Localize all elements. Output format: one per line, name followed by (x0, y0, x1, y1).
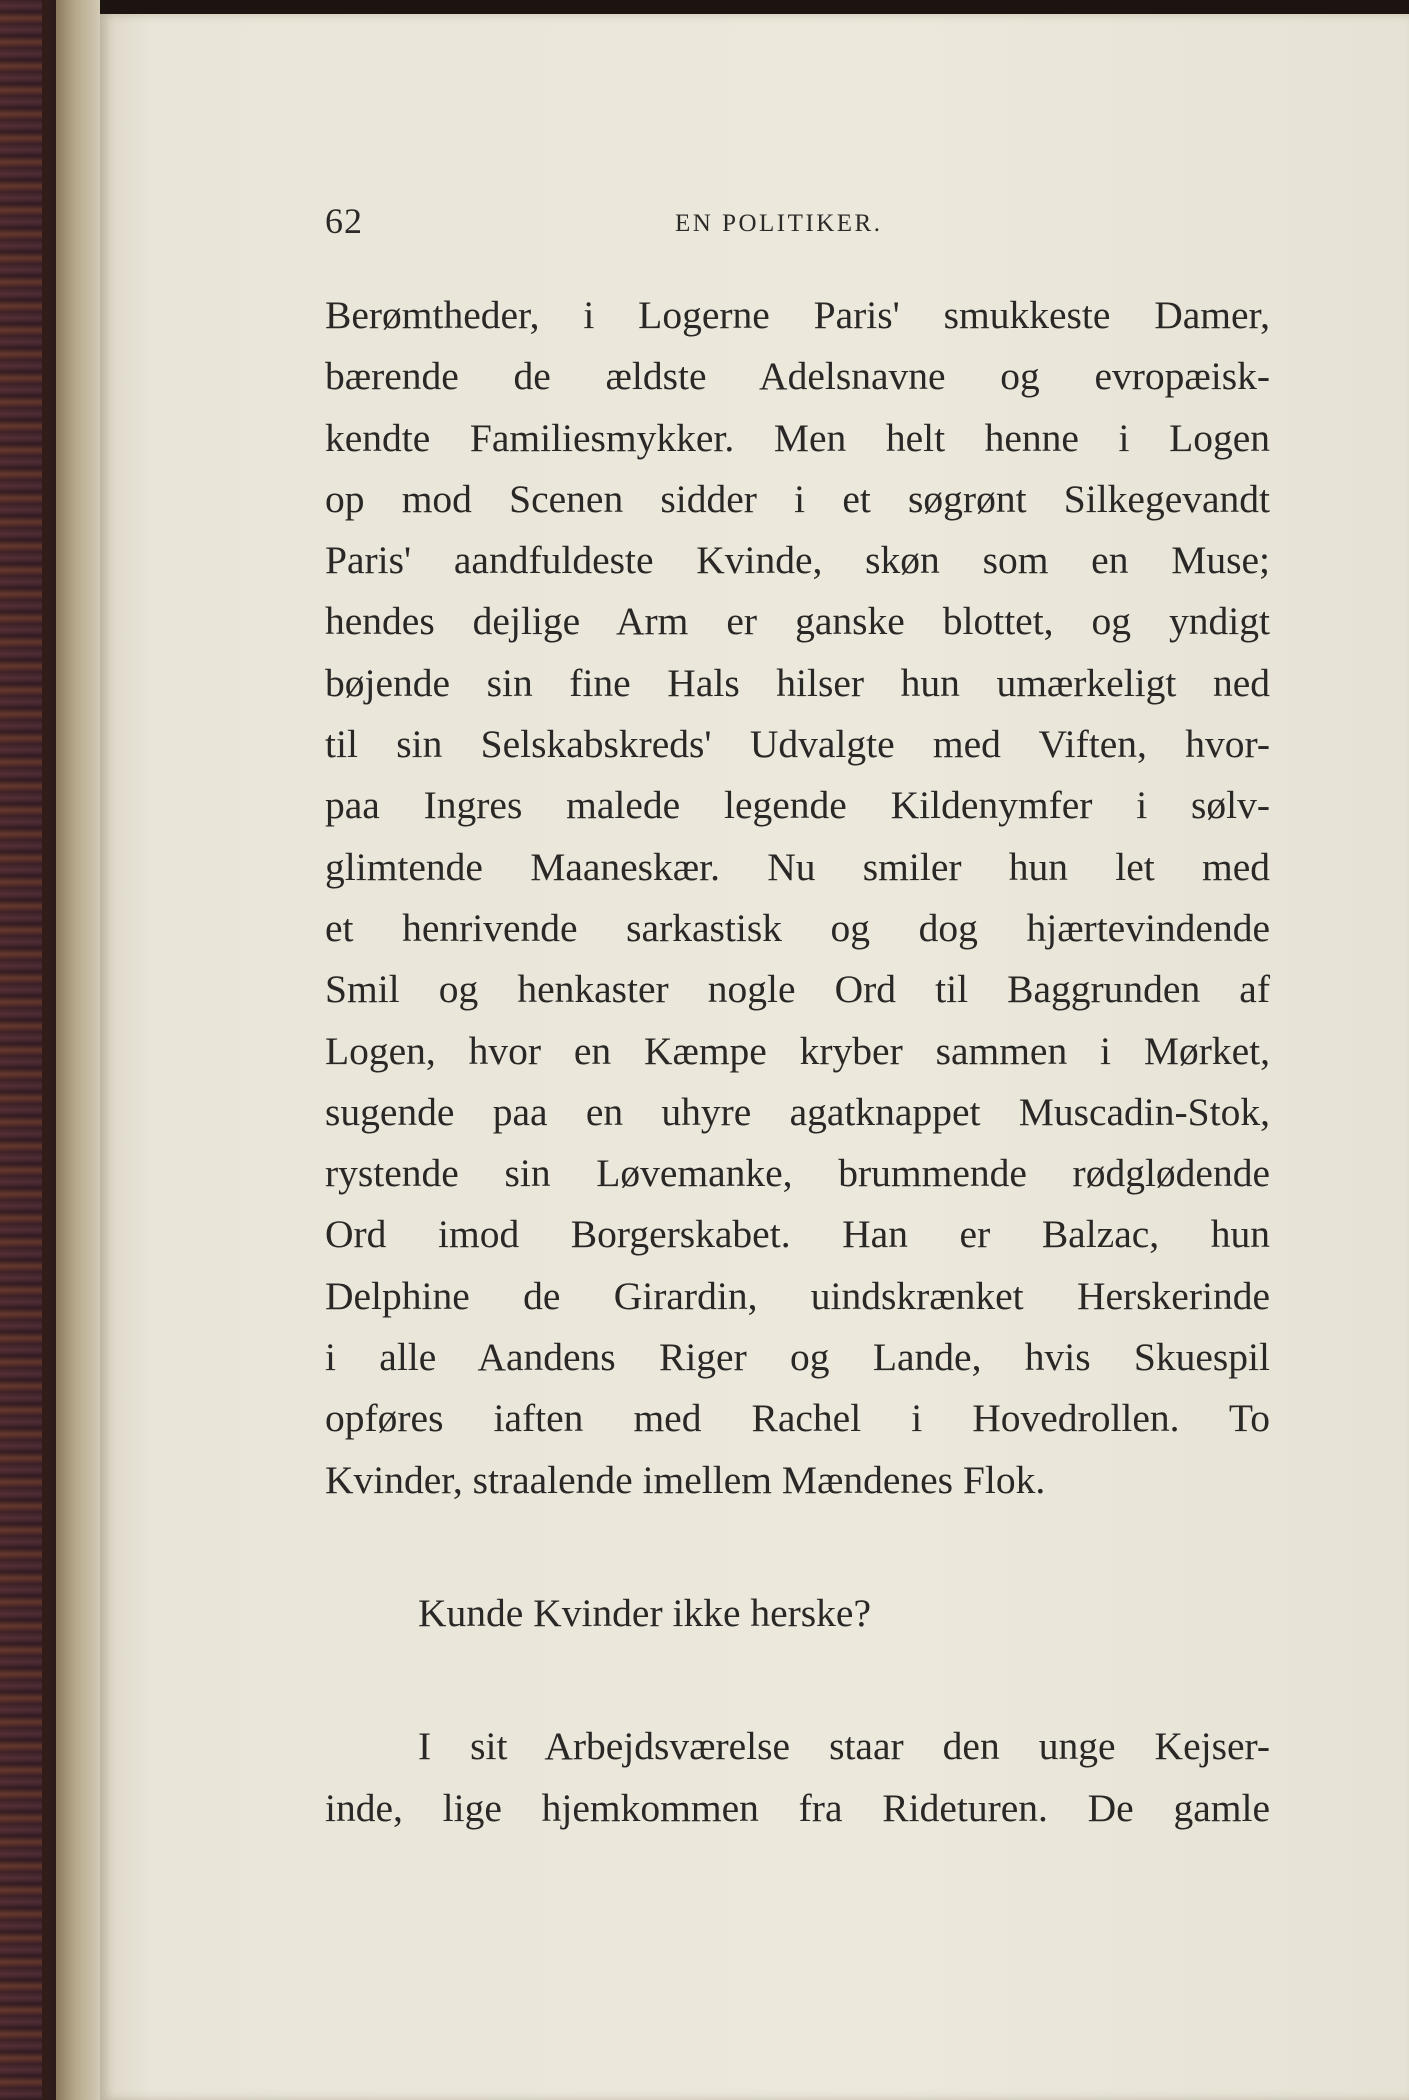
text-line: hendes dejlige Arm er ganske blottet, og yndigt (325, 599, 1270, 644)
text-line: et henrivende sarkastisk og dog hjærtevindende (325, 905, 1270, 950)
text-line: til sin Selskabskreds' Udvalgte med Viften, hvor- (325, 722, 1270, 767)
page-number: 62 (325, 201, 363, 241)
text-line: Logen, hvor en Kæmpe kryber sammen i Mørket, (325, 1028, 1270, 1073)
text-line: inde, lige hjemkommen fra Rideturen. De gamle (325, 1785, 1270, 1830)
body-text (325, 285, 1270, 1839)
book-binding (0, 0, 42, 2100)
running-head (325, 200, 1270, 250)
text-line: opføres iaften med Rachel i Hovedrollen. To (325, 1396, 1270, 1441)
paragraph-gap (325, 1644, 1270, 1716)
question-line: Kunde Kvinder ikke herske? (418, 1590, 871, 1635)
text-line: Kvinder, straalende imellem Mændenes Flok. (325, 1457, 1046, 1502)
running-title: EN POLITIKER. (675, 210, 883, 237)
text-line: sugende paa en uhyre agatknappet Muscadin-Stok, (325, 1089, 1270, 1134)
paragraph-gap (325, 1511, 1270, 1583)
text-line: Ord imod Borgerskabet. Han er Balzac, hun (325, 1212, 1270, 1257)
text-line: paa Ingres malede legende Kildenymfer i sølv- (325, 783, 1270, 828)
text-line: bøjende sin fine Hals hilser hun umærkeligt ned (325, 660, 1270, 705)
text-line: glimtende Maaneskær. Nu smiler hun let med (325, 844, 1270, 889)
text-line: kendte Familiesmykker. Men helt henne i Logen (325, 415, 1270, 460)
text-line: rystende sin Løvemanke, brummende rødglødende (325, 1151, 1270, 1196)
text-line: Paris' aandfuldeste Kvinde, skøn som en Muse; (325, 538, 1270, 583)
text-line: I sit Arbejdsværelse staar den unge Kejser- (418, 1724, 1270, 1769)
page-gutter (56, 0, 106, 2100)
text-line: Berømtheder, i Logerne Paris' smukkeste Damer, (325, 293, 1270, 337)
top-edge (100, 0, 1409, 14)
text-line: bærende de ældste Adelsnavne og evropæisk- (325, 354, 1270, 399)
text-line: op mod Scenen sidder i et søgrønt Silkegevandt (325, 476, 1270, 521)
text-line: i alle Aandens Riger og Lande, hvis Skuespil (325, 1335, 1270, 1380)
text-line: Smil og henkaster nogle Ord til Baggrunden af (325, 967, 1270, 1012)
text-line: Delphine de Girardin, uindskrænket Herskerinde (325, 1273, 1270, 1318)
